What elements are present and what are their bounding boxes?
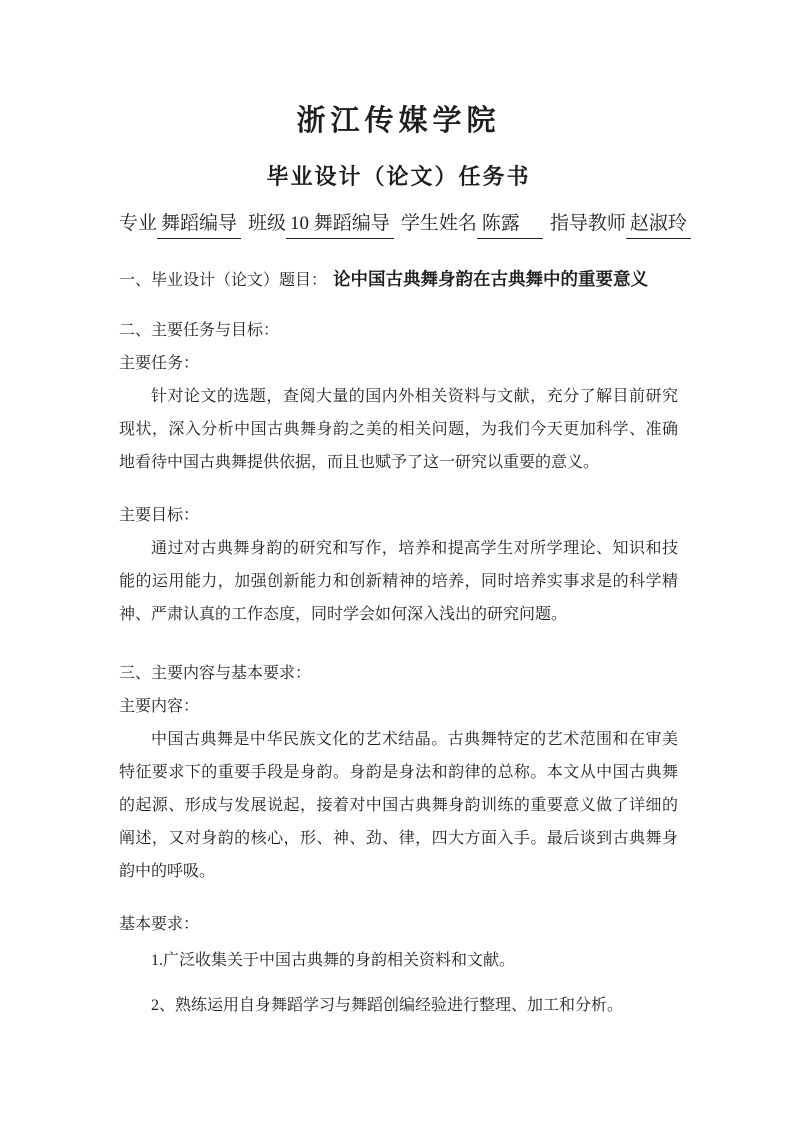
main-goal-label: 主要目标： — [119, 507, 200, 524]
requirement-item-1: 1.广泛收集关于中国古典舞的身韵相关资料和文献。 — [151, 952, 516, 969]
student-name-value: 陈露 — [477, 210, 543, 239]
school-name-title: 浙江传媒学院 — [296, 105, 501, 137]
requirement-item-2: 2、熟练运用自身舞蹈学习与舞蹈创编经验进行整理、加工和分析。 — [151, 997, 624, 1014]
class-value: 10 舞蹈编导 — [286, 210, 394, 239]
major-value: 舞蹈编导 — [157, 210, 241, 239]
main-task-paragraph: 针对论文的选题，查阅大量的国内外相关资料与文献，充分了解目前研究现状，深入分析中国古典舞身韵之美的相关问题，为我们今天更加科学、准确地看待中国古典舞提供依据，而且也赋予了这一研究以重要的意义。 — [119, 388, 678, 471]
class-label: 班级 — [248, 213, 287, 234]
basic-requirements-label: 基本要求： — [119, 916, 200, 933]
document-title: 毕业设计（论文）任务书 — [266, 164, 531, 189]
section-2-heading: 二、主要任务与目标： — [119, 322, 280, 339]
section-3-heading: 三、主要内容与基本要求： — [119, 665, 312, 682]
student-info-line — [119, 210, 687, 239]
main-task-label: 主要任务： — [119, 355, 200, 372]
main-content-paragraph: 中国古典舞是中华民族文化的艺术结晶。古典舞特定的艺术范围和在审美特征要求下的重要手段是身韵。身韵是身法和韵律的总称。本文从中国古典舞的起源、形成与发展说起，接着对中国古典舞身韵训练的重要意义做了详细的阐述，又对身韵的核心，形、神、劲、律，四大方面入手。最后谈到古典舞身韵中的呼吸。 — [119, 731, 678, 880]
major-label: 专业 — [119, 213, 158, 234]
student-name-label: 学生姓名 — [400, 213, 477, 234]
section-1-heading-line — [119, 263, 678, 297]
advisor-value: 赵淑玲 — [626, 210, 691, 239]
thesis-title: 论中国古典舞身韵在古典舞中的重要意义 — [333, 269, 649, 289]
main-goal-paragraph: 通过对古典舞身韵的研究和写作，培养和提高学生对所学理论、知识和技能的运用能力，加强创新能力和创新精神的培养，同时培养实事求是的科学精神、严肃认真的工作态度，同时学会如何深入浅出的研究问题。 — [119, 540, 678, 623]
advisor-label: 指导教师 — [549, 213, 626, 234]
main-content-label: 主要内容： — [119, 698, 200, 715]
section-1-heading: 一、毕业设计（论文）题目： — [119, 272, 328, 289]
